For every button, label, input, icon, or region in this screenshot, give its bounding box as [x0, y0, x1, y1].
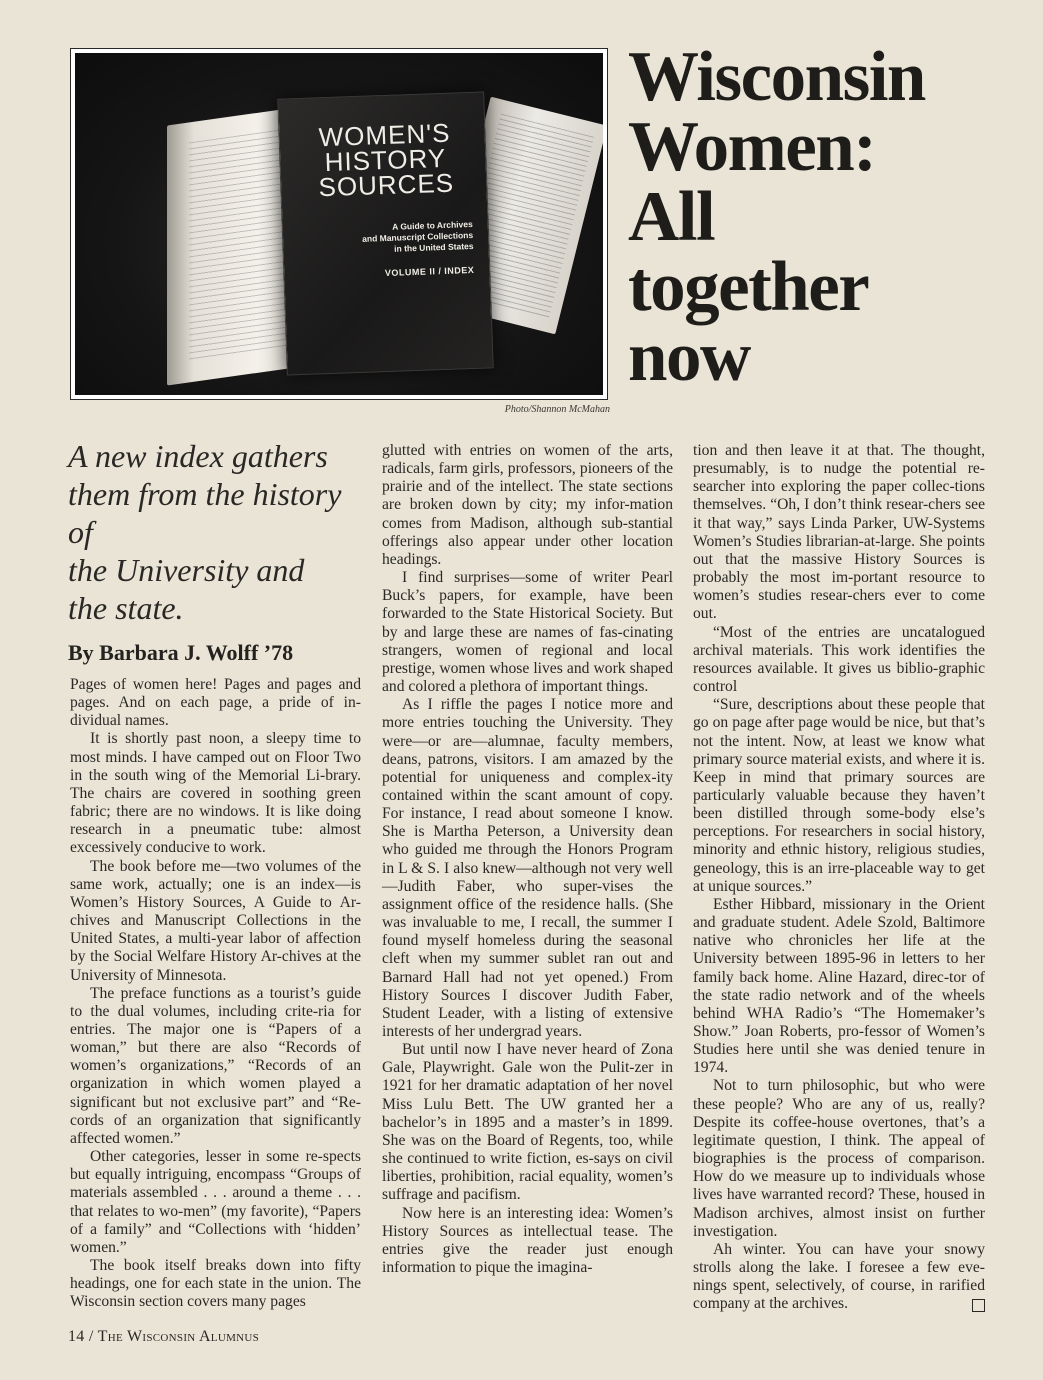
book-subtitle-line: and Manuscript Collections [361, 229, 474, 244]
headline-line: now [628, 318, 750, 396]
headline-line: All [628, 178, 715, 256]
headline-line: Wisconsin [628, 38, 925, 116]
paragraph: Not to turn philosophic, but who were these people? Who are any of us, really? Despite its coffee-house overtones, that’s a legitimate question, I think. The appeal of biographies is the process of comparison. How do we measure up to individuals whose lives have warranted record? These, housed in Madison archives, almost insist on further investigation. [693, 1077, 985, 1240]
paragraph-final [693, 1241, 985, 1314]
paragraph: As I riffle the pages I notice more and more entries touching the University. They were—or are—alumnae, faculty members, deans, patrons, visitors. I am amazed by the potential for uniqueness and complex-ity contained within the scant amount of copy. For instance, I read about someone I know. She is Martha Peterson, a University dean who guided me through the Honors Program in L & S. I also knew—although not very well—Judith Faber, who super-vises the assignment office of the residence halls. (She was invaluable to me, I recall, the summer I found myself homeless during the seasonal cleft when my summer sublet ran out and Barnard Hall had not yet opened.) From History Sources I discover Judith Faber, Student Leader, with a listing of extensive interests of her undergrad years. [382, 696, 673, 1040]
end-mark-icon [972, 1299, 985, 1312]
paragraph: I find surprises—some of writer Pearl Buck’s papers, for example, have been forwarded to the State Historical Society. But by and large these are names of fas-cinating strangers, women of regional and local prestige, women whose lives and work shaped and colored a plethora of important things. [382, 569, 673, 696]
paragraph-text: Ah winter. You can have your snowy strolls along the lake. I foresee a few eve-nings spent, selectively, of course, in rarified company at the archives. [693, 1240, 985, 1313]
byline: By Barbara J. Wolff ’78 [68, 640, 294, 665]
paragraph: Pages of women here! Pages and pages and pages. And on each page, a pride of in-dividual names. [70, 676, 361, 730]
deck-line: A new index gathers [68, 438, 328, 474]
deck-subtitle [68, 437, 368, 627]
paragraph: “Most of the entries are uncatalogued archival materials. This work identifies the resources available. It gives us biblio-graphic control [693, 623, 985, 696]
paragraph: Now here is an interesting idea: Women’s History Sources as intellectual tease. The entries give the reader just enough information to pique the imagina- [382, 1204, 673, 1277]
photo-image [75, 53, 603, 395]
book-cover-subtitle [323, 219, 474, 257]
article-column-3 [693, 442, 985, 1314]
headline [628, 38, 1028, 396]
deck-line: the state. [68, 590, 184, 626]
paragraph: tion and then leave it at that. The thought, presumably, is to nudge the potential re-searcher into exploring the paper collec-tions themselves. “Oh, I don’t think resear-chers see it that way,” says Linda Parker, UW-Systems Women’s Studies librarian-at-large. She points out that the massive History Sources is probably the most im-portant resource to women’s studies resear-chers ever to come out. [693, 442, 985, 623]
book-cover-title [289, 117, 482, 203]
book-subtitle-line: A Guide to Archives [391, 218, 473, 232]
deck-line: the University and [68, 552, 305, 588]
page-footer: 14 / The Wisconsin Alumnus [68, 1328, 260, 1345]
paragraph: “Sure, descriptions about these people that go on page after page would be nice, but that’s not the intent. Now, at least we know what primary source material exists, and where it is. Keep in mind that primary sources are particularly valuable because they haven’t been distilled through some-body else’s perceptions. For researchers in social history, minority and ethnic history, religious studies, geneology, this is an irre-placeable way to get at unique sources.” [693, 696, 985, 895]
paragraph: The book before me—two volumes of the same work, actually; one is an index—is Women’s History Sources, A Guide to Ar-chives and Manuscript Collections in the United States, a multi-year labor of affection by the Social Welfare History Ar-chives at the University of Minnesota. [70, 857, 361, 984]
photo-credit: Photo/Shannon McMahan [504, 404, 610, 415]
book-cover-volume: VOLUME II / INDEX [384, 264, 475, 279]
paragraph: The preface functions as a tourist’s guide to the dual volumes, including crite-ria for entries. The major one is “Papers of a woman,” but there are also “Records of women’s organizations,” “Records of an organization in which women played a significant but not exclusive part” and “Re-cords of an organization that significantly affected women.” [70, 984, 361, 1147]
article-column-1 [70, 676, 361, 1311]
paragraph: The book itself breaks down into fifty headings, one for each state in the union. The Wisconsin section covers many pages [70, 1257, 361, 1311]
paragraph: glutted with entries on women of the arts, radicals, farm girls, professors, pioneers of the prairie and of the intellect. The state sections are broken down by city; my infor-mation comes from Madison, although sub-stantial offerings also appear under other location headings. [382, 442, 673, 568]
paragraph: Esther Hibbard, missionary in the Orient and graduate student. Adele Szold, Baltimore native who chronicles her life at the University between 1895-96 in letters to her family back home. Aline Hazard, direc-tor of the state radio network and of the wheels behind WHA Radio’s “The Homemaker’s Show.” Joan Roberts, pro-fessor of Women’s Studies here until she was denied tenure in 1974. [693, 895, 985, 1077]
book-title-line: WOMEN'S [318, 117, 451, 153]
book-subtitle-line: in the United States [394, 240, 474, 254]
deck-line: them from the history of [68, 476, 342, 550]
book-cover [277, 91, 494, 375]
paragraph: Other categories, lesser in some re-spects but equally intriguing, encompass “Groups of materials assembled . . . around a theme . . . that relates to wo-men” (my favorite), “Papers of a family” and “Collections with ‘hidden’ women.” [70, 1148, 361, 1256]
headline-line: together [628, 248, 869, 326]
paragraph: But until now I have never heard of Zona Gale, Playwright. Gale won the Pulit-zer in 1921 for her dramatic adaptation of her novel Miss Lulu Bett. The UW granted her a bachelor’s in 1895 and a master’s in 1899. She was on the Board of Regents, too, while she continued to write fiction, es-says on civil liberties, prohibition, racial equality, women’s suffrage and pacifism. [382, 1041, 673, 1204]
book-photo [70, 48, 608, 400]
article-column-2 [382, 442, 673, 1277]
headline-line: Women: [628, 108, 876, 186]
book-title-line: SOURCES [318, 167, 455, 203]
book-title-line: HISTORY [324, 142, 447, 178]
paragraph: It is shortly past noon, a sleepy time to most minds. I have camped out on Floor Two in the south wing of the Memorial Li-brary. The chairs are covered in soothing green fabric; there are no windows. It is like doing research in a pneumatic tube: almost excessively conducive to work. [70, 730, 361, 857]
